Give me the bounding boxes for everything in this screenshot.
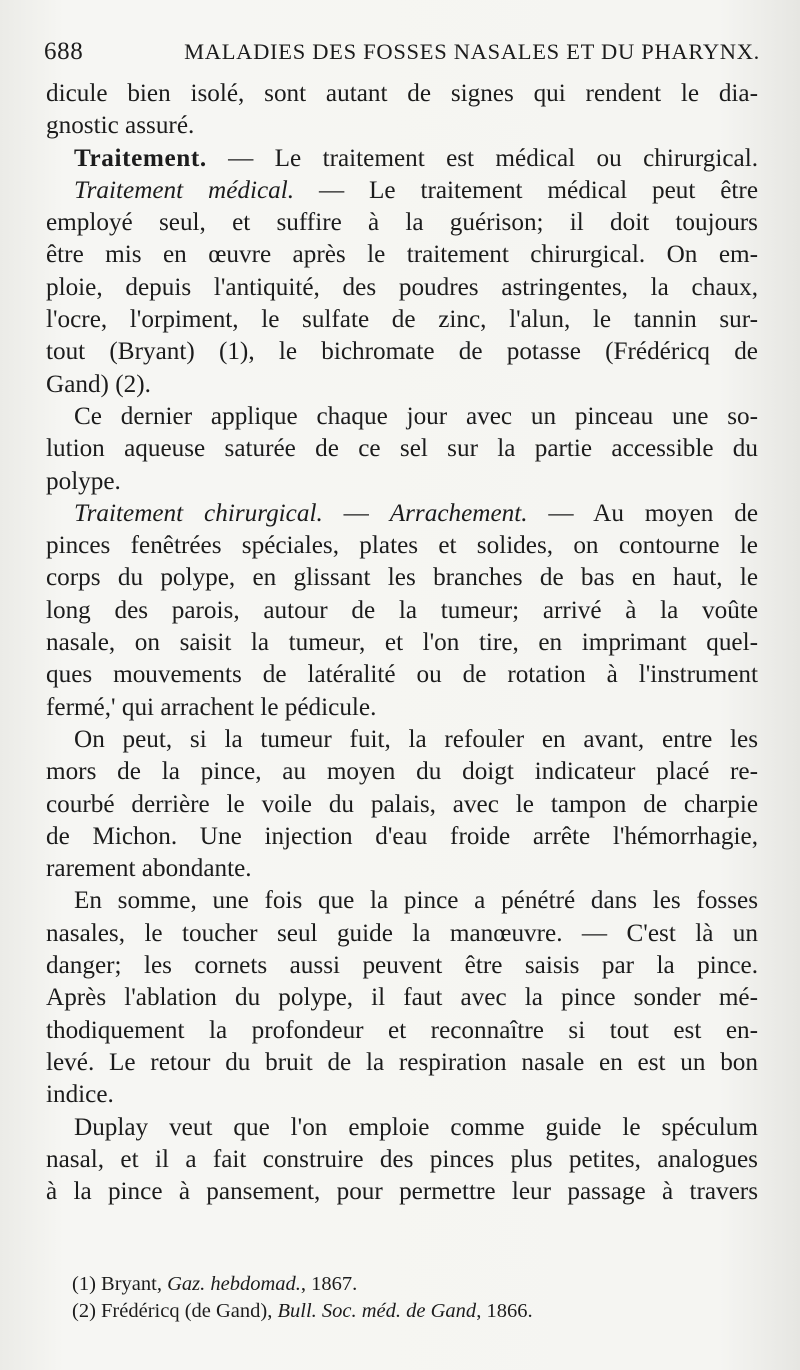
body-text (46, 78, 758, 1208)
text-line: dicule bien isolé, sont autant de signes qui rendent le dia- (46, 80, 758, 107)
footnotes (72, 1271, 762, 1325)
text-line: fermé,' qui arrachent le pédicule. (46, 693, 377, 721)
text-line: indice. (46, 1081, 114, 1109)
text-line: nasales, le toucher seul guide la manœuvre. — C'est là un (46, 919, 758, 947)
text-line: En somme, une fois que la pince a pénétré dans les fosses (74, 887, 758, 915)
text-line: employé seul, et suffire à la guérison; il doit toujours (46, 209, 758, 237)
subheading-line: Traitement médical. — Le traitement médical peut être (74, 176, 758, 204)
text-line: thodiquement la profondeur et reconnaître si tout est en- (46, 1016, 758, 1044)
text-line: Le traitement médical peut être (369, 176, 758, 204)
text-line: rarement abondante. (46, 855, 252, 883)
text-line: danger; les cornets aussi peuvent être saisis par la pince. (46, 952, 758, 980)
text-line: Après l'ablation du polype, il faut avec la pince sonder mé- (46, 984, 758, 1012)
text-line: être mis en œuvre après le traitement chirurgical. On em- (46, 241, 758, 269)
text-line: pinces fenêtrées spéciales, plates et solides, on contourne le (46, 532, 758, 560)
text-line: tout (Bryant) (1), le bichromate de potasse (Frédéricq de (46, 338, 758, 366)
text-line: de Michon. Une injection d'eau froide arrête l'hémorrhagie, (46, 822, 758, 850)
text-line: nasal, et il a fait construire des pinces plus petites, analogues (46, 1145, 758, 1173)
text-line: mors de la pince, au moyen du doigt indicateur placé re- (46, 758, 758, 786)
section-heading-line: Traitement. — Le traitement est médical ou chirurgical. (74, 144, 759, 172)
text-line: Au moyen de (593, 499, 759, 527)
heading-arrachement: Arrachement. (389, 499, 528, 527)
text-line: On peut, si la tumeur fuit, la refouler en avant, entre les (74, 725, 758, 753)
text-line: Le traitement est médical ou chirurgical. (274, 144, 759, 172)
text-line: levé. Le retour du bruit de la respiration nasale en est un bon (46, 1048, 758, 1076)
heading-traitement-chirurgical: Traitement chirurgical. (74, 499, 323, 527)
text-line: à la pince à pansement, pour permettre leur passage à travers (46, 1178, 758, 1206)
text-line: ploie, depuis l'antiquité, des poudres astringentes, la chaux, (46, 273, 758, 301)
heading-traitement: Traitement. (74, 144, 207, 172)
footnote: (2) Frédéricq (de Gand), Bull. Soc. méd. de Gand, 1866. (72, 1300, 533, 1322)
text-line: l'ocre, l'orpiment, le sulfate de zinc, l'alun, le tannin sur- (46, 306, 758, 334)
footnote: (1) Bryant, Gaz. hebdomad., 1867. (72, 1273, 358, 1295)
heading-traitement-medical: Traitement médical. (74, 176, 295, 204)
text-line: Gand) (2). (46, 370, 151, 398)
page-number: 688 (44, 38, 84, 65)
text-line: corps du polype, en glissant les branches de bas en haut, le (46, 564, 758, 592)
text-line: lution aqueuse saturée de ce sel sur la partie accessible du (46, 435, 758, 463)
text-line: gnostic assuré. (46, 112, 195, 140)
text-line: Duplay veut que l'on emploie comme guide le spéculum (74, 1113, 758, 1141)
subheading-line: Traitement chirurgical. — Arrachement. — Au moyen de (74, 499, 759, 527)
text-line: ques mouvements de latéralité ou de rotation à l'instrument (46, 661, 758, 689)
text-line: long des parois, autour de la tumeur; arrivé à la voûte (46, 596, 758, 624)
running-head (44, 38, 760, 66)
text-line: polype. (46, 467, 121, 495)
text-line: nasale, on saisit la tumeur, et l'on tire, en imprimant quel- (46, 629, 758, 657)
running-title: MALADIES DES FOSSES NASALES ET DU PHARYNX. (184, 39, 760, 64)
text-line: Ce dernier applique chaque jour avec un pinceau une so- (74, 402, 758, 430)
text-line: courbé derrière le voile du palais, avec le tampon de charpie (46, 790, 758, 818)
